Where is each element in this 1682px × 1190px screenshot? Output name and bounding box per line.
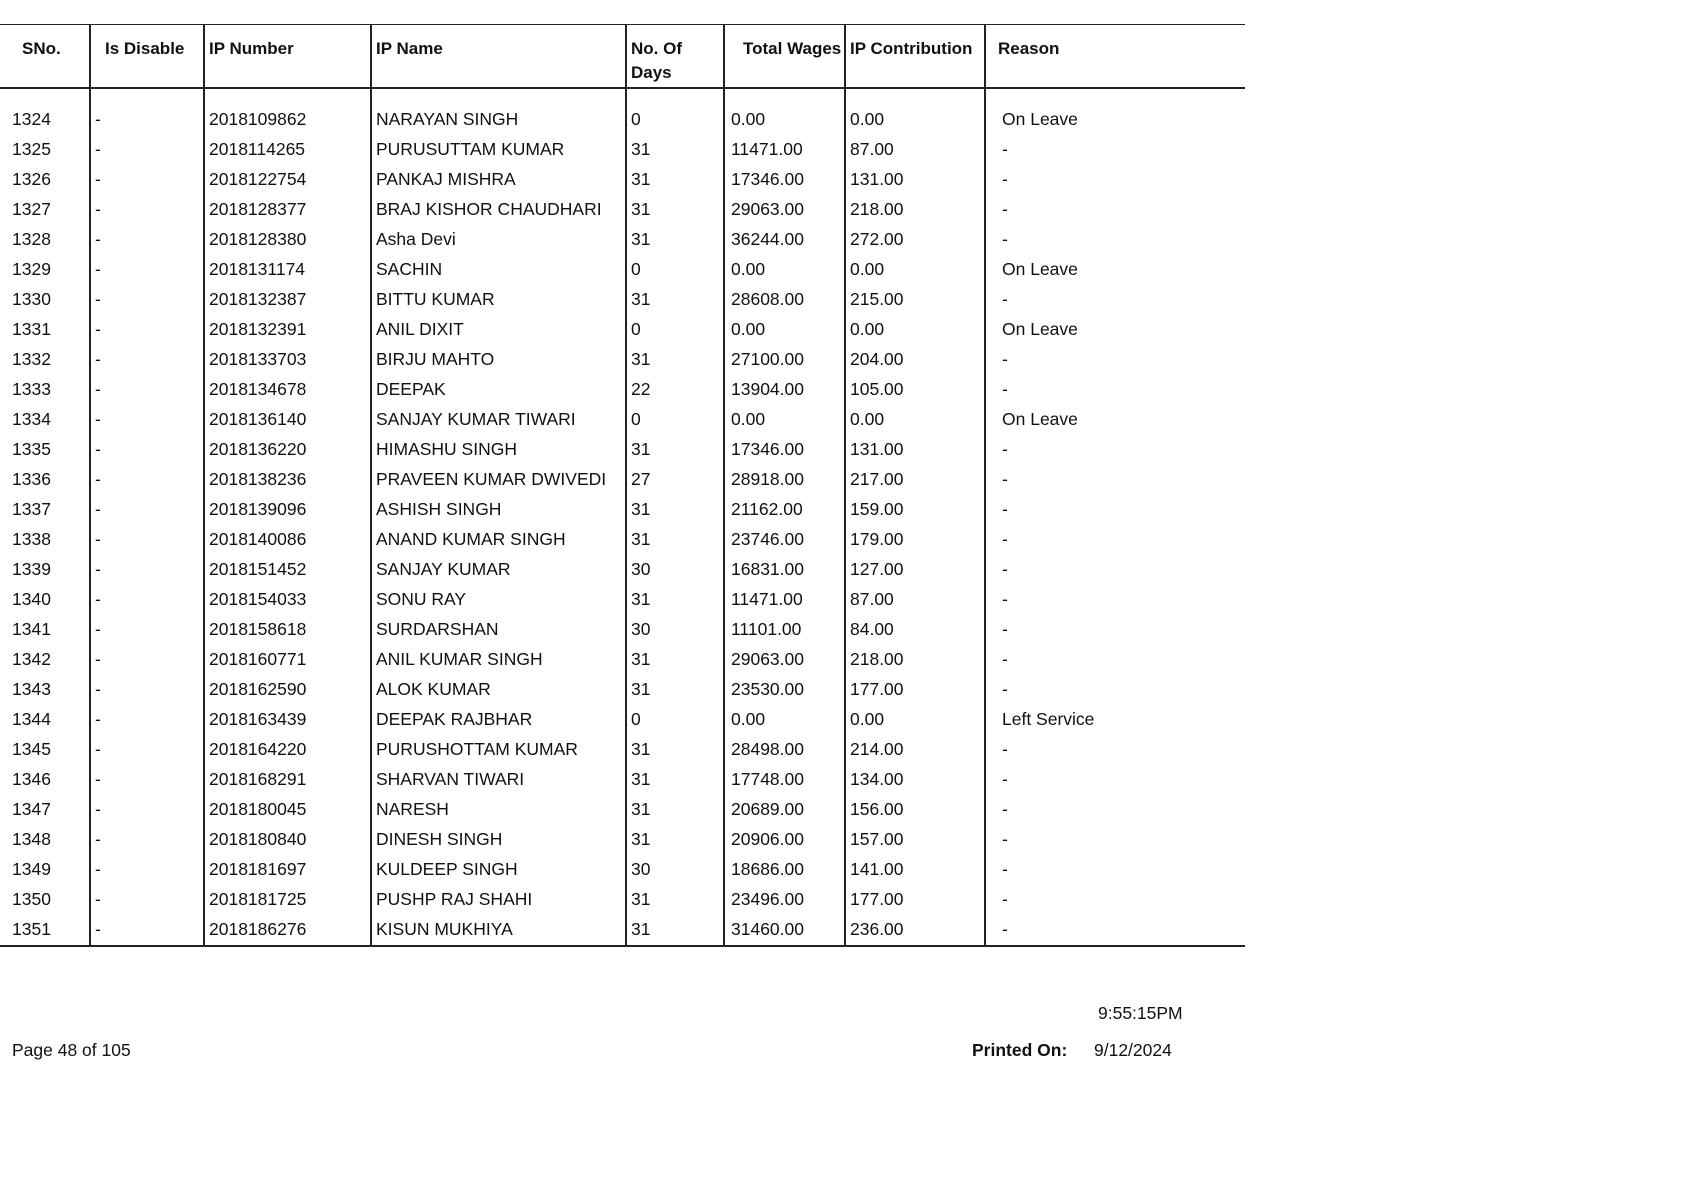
header-ip-contribution: IP Contribution <box>845 25 985 89</box>
table-row <box>0 855 1245 885</box>
cell-no-of-days: 0 <box>626 105 724 135</box>
cell-ip-name: KISUN MUKHIYA <box>371 915 626 946</box>
cell-ip-contribution: 214.00 <box>845 735 985 765</box>
cell-is-disable: - <box>90 615 204 645</box>
cell-is-disable: - <box>90 195 204 225</box>
cell-ip-contribution: 272.00 <box>845 225 985 255</box>
cell-ip-contribution: 127.00 <box>845 555 985 585</box>
cell-ip-contribution: 87.00 <box>845 135 985 165</box>
cell-total-wages: 13904.00 <box>724 375 845 405</box>
cell-no-of-days: 0 <box>626 705 724 735</box>
printed-on-label: Printed On: <box>972 1040 1068 1060</box>
cell-ip-number: 2018128380 <box>204 225 371 255</box>
table-row <box>0 225 1245 255</box>
cell-ip-name: NARESH <box>371 795 626 825</box>
cell-no-of-days: 0 <box>626 315 724 345</box>
table-header-row <box>0 25 1245 89</box>
cell-ip-contribution: 156.00 <box>845 795 985 825</box>
table-row <box>0 825 1245 855</box>
cell-reason: - <box>985 165 1245 195</box>
cell-is-disable: - <box>90 315 204 345</box>
cell-ip-number: 2018140086 <box>204 525 371 555</box>
cell-reason: On Leave <box>985 405 1245 435</box>
cell-ip-contribution: 177.00 <box>845 675 985 705</box>
cell-sno: 1348 <box>12 829 51 849</box>
cell-sno: 1337 <box>12 499 51 519</box>
cell-is-disable: - <box>90 465 204 495</box>
table-row <box>0 765 1245 795</box>
cell-total-wages: 17346.00 <box>724 435 845 465</box>
cell-is-disable: - <box>90 585 204 615</box>
cell-is-disable: - <box>90 915 204 946</box>
cell-is-disable: - <box>90 765 204 795</box>
cell-total-wages: 11471.00 <box>724 585 845 615</box>
cell-sno: 1351 <box>0 915 90 946</box>
cell-sno: 1324 <box>12 109 51 129</box>
cell-reason: - <box>985 645 1245 675</box>
cell-reason: - <box>985 675 1245 705</box>
cell-total-wages: 0.00 <box>724 105 845 135</box>
cell-reason: - <box>985 195 1245 225</box>
cell-no-of-days: 31 <box>626 585 724 615</box>
cell-total-wages: 17748.00 <box>724 765 845 795</box>
table-body <box>0 88 1245 946</box>
cell-is-disable: - <box>90 135 204 165</box>
cell-sno: 1344 <box>12 709 51 729</box>
table-row <box>0 615 1245 645</box>
table-row <box>0 645 1245 675</box>
cell-ip-contribution: 217.00 <box>845 465 985 495</box>
cell-ip-name: ANAND KUMAR SINGH <box>371 525 626 555</box>
cell-no-of-days: 0 <box>626 255 724 285</box>
cell-total-wages: 29063.00 <box>724 195 845 225</box>
cell-sno: 1331 <box>12 319 51 339</box>
cell-ip-contribution: 141.00 <box>845 855 985 885</box>
cell-no-of-days: 31 <box>626 525 724 555</box>
cell-no-of-days: 31 <box>626 195 724 225</box>
cell-ip-number: 2018180045 <box>204 795 371 825</box>
cell-ip-name: BITTU KUMAR <box>371 285 626 315</box>
cell-no-of-days: 31 <box>626 645 724 675</box>
cell-no-of-days: 31 <box>626 675 724 705</box>
cell-no-of-days: 31 <box>626 825 724 855</box>
cell-ip-name: PURUSHOTTAM KUMAR <box>371 735 626 765</box>
cell-ip-number: 2018128377 <box>204 195 371 225</box>
cell-sno: 1329 <box>12 259 51 279</box>
cell-ip-name: SACHIN <box>371 255 626 285</box>
cell-ip-name: ANIL KUMAR SINGH <box>371 645 626 675</box>
cell-reason: - <box>985 825 1245 855</box>
cell-ip-number: 2018138236 <box>204 465 371 495</box>
cell-sno: 1339 <box>12 559 51 579</box>
cell-reason: - <box>985 495 1245 525</box>
cell-no-of-days: 31 <box>626 495 724 525</box>
cell-sno: 1327 <box>12 199 51 219</box>
cell-is-disable: - <box>90 105 204 135</box>
cell-is-disable: - <box>90 645 204 675</box>
cell-is-disable: - <box>90 525 204 555</box>
cell-total-wages: 28608.00 <box>724 285 845 315</box>
table-row <box>0 435 1245 465</box>
cell-ip-number: 2018151452 <box>204 555 371 585</box>
cell-ip-number: 2018168291 <box>204 765 371 795</box>
cell-ip-name: PANKAJ MISHRA <box>371 165 626 195</box>
cell-ip-name: PUSHP RAJ SHAHI <box>371 885 626 915</box>
cell-total-wages: 0.00 <box>724 705 845 735</box>
cell-sno: 1330 <box>12 289 51 309</box>
cell-ip-contribution: 0.00 <box>845 315 985 345</box>
cell-sno: 1338 <box>12 529 51 549</box>
table-row <box>0 285 1245 315</box>
cell-no-of-days: 31 <box>626 435 724 465</box>
table-row <box>0 255 1245 285</box>
cell-ip-name: ANIL DIXIT <box>371 315 626 345</box>
cell-ip-number: 2018162590 <box>204 675 371 705</box>
cell-ip-contribution: 0.00 <box>845 705 985 735</box>
cell-ip-name: SONU RAY <box>371 585 626 615</box>
cell-ip-name: SHARVAN TIWARI <box>371 765 626 795</box>
table-row <box>0 885 1245 915</box>
cell-ip-contribution: 218.00 <box>845 195 985 225</box>
table-row <box>0 105 1245 135</box>
cell-is-disable: - <box>90 885 204 915</box>
table-row <box>0 465 1245 495</box>
header-ip-name: IP Name <box>371 25 626 89</box>
page-number: Page 48 of 105 <box>12 1040 131 1060</box>
cell-ip-number: 2018134678 <box>204 375 371 405</box>
cell-sno: 1325 <box>12 139 51 159</box>
cell-total-wages: 36244.00 <box>724 225 845 255</box>
cell-sno: 1347 <box>12 799 51 819</box>
cell-no-of-days: 31 <box>626 735 724 765</box>
cell-ip-name: BRAJ KISHOR CHAUDHARI <box>371 195 626 225</box>
cell-no-of-days: 31 <box>626 915 724 946</box>
cell-ip-name: DEEPAK RAJBHAR <box>371 705 626 735</box>
cell-no-of-days: 0 <box>626 405 724 435</box>
cell-total-wages: 28498.00 <box>724 735 845 765</box>
cell-ip-name: SURDARSHAN <box>371 615 626 645</box>
cell-reason: - <box>985 555 1245 585</box>
cell-ip-name: Asha Devi <box>371 225 626 255</box>
cell-sno: 1333 <box>12 379 51 399</box>
table-row <box>0 915 1245 946</box>
table-spacer <box>0 88 1245 105</box>
header-total-wages: Total Wages <box>724 25 845 89</box>
cell-reason: - <box>985 345 1245 375</box>
cell-is-disable: - <box>90 705 204 735</box>
cell-ip-name: ASHISH SINGH <box>371 495 626 525</box>
cell-sno: 1326 <box>12 169 51 189</box>
cell-reason: - <box>985 225 1245 255</box>
cell-total-wages: 28918.00 <box>724 465 845 495</box>
cell-ip-name: PURUSUTTAM KUMAR <box>371 135 626 165</box>
cell-sno: 1343 <box>12 679 51 699</box>
cell-ip-name: BIRJU MAHTO <box>371 345 626 375</box>
cell-no-of-days: 30 <box>626 615 724 645</box>
cell-no-of-days: 27 <box>626 465 724 495</box>
cell-ip-number: 2018136140 <box>204 405 371 435</box>
cell-total-wages: 29063.00 <box>724 645 845 675</box>
cell-ip-contribution: 236.00 <box>845 915 985 946</box>
cell-ip-contribution: 0.00 <box>845 255 985 285</box>
table-row <box>0 585 1245 615</box>
cell-total-wages: 31460.00 <box>724 915 845 946</box>
cell-ip-name: SANJAY KUMAR <box>371 555 626 585</box>
cell-total-wages: 0.00 <box>724 315 845 345</box>
cell-total-wages: 23746.00 <box>724 525 845 555</box>
cell-ip-name: KULDEEP SINGH <box>371 855 626 885</box>
cell-ip-contribution: 0.00 <box>845 105 985 135</box>
cell-reason: - <box>985 735 1245 765</box>
cell-ip-contribution: 159.00 <box>845 495 985 525</box>
cell-ip-contribution: 0.00 <box>845 405 985 435</box>
cell-reason: - <box>985 465 1245 495</box>
cell-total-wages: 20906.00 <box>724 825 845 855</box>
cell-no-of-days: 31 <box>626 225 724 255</box>
contribution-table <box>0 24 1245 947</box>
cell-total-wages: 20689.00 <box>724 795 845 825</box>
cell-total-wages: 23496.00 <box>724 885 845 915</box>
cell-total-wages: 16831.00 <box>724 555 845 585</box>
cell-sno: 1332 <box>12 349 51 369</box>
cell-reason: - <box>985 915 1245 946</box>
printed-on-date: 9/12/2024 <box>1094 1040 1172 1060</box>
cell-reason: - <box>985 285 1245 315</box>
cell-ip-number: 2018181697 <box>204 855 371 885</box>
cell-is-disable: - <box>90 375 204 405</box>
cell-reason: - <box>985 855 1245 885</box>
cell-sno: 1345 <box>12 739 51 759</box>
cell-ip-number: 2018154033 <box>204 585 371 615</box>
cell-sno: 1335 <box>12 439 51 459</box>
table-row <box>0 795 1245 825</box>
cell-sno: 1341 <box>12 619 51 639</box>
cell-ip-contribution: 179.00 <box>845 525 985 555</box>
cell-no-of-days: 22 <box>626 375 724 405</box>
table-row <box>0 375 1245 405</box>
cell-no-of-days: 31 <box>626 795 724 825</box>
cell-ip-name: DEEPAK <box>371 375 626 405</box>
cell-ip-contribution: 134.00 <box>845 765 985 795</box>
cell-no-of-days: 31 <box>626 285 724 315</box>
cell-total-wages: 0.00 <box>724 405 845 435</box>
table-row <box>0 495 1245 525</box>
cell-reason: - <box>985 795 1245 825</box>
cell-no-of-days: 30 <box>626 555 724 585</box>
cell-ip-number: 2018133703 <box>204 345 371 375</box>
cell-reason: On Leave <box>985 255 1245 285</box>
cell-ip-name: NARAYAN SINGH <box>371 105 626 135</box>
table-row <box>0 675 1245 705</box>
cell-sno: 1340 <box>12 589 51 609</box>
cell-reason: - <box>985 885 1245 915</box>
header-sno: SNo. <box>0 25 90 89</box>
cell-total-wages: 21162.00 <box>724 495 845 525</box>
cell-is-disable: - <box>90 735 204 765</box>
printed-time: 9:55:15PM <box>1098 1003 1183 1023</box>
cell-total-wages: 27100.00 <box>724 345 845 375</box>
cell-total-wages: 11101.00 <box>724 615 845 645</box>
cell-sno: 1336 <box>12 469 51 489</box>
cell-is-disable: - <box>90 225 204 255</box>
cell-reason: - <box>985 435 1245 465</box>
cell-ip-contribution: 204.00 <box>845 345 985 375</box>
cell-ip-number: 2018132387 <box>204 285 371 315</box>
table-row <box>0 555 1245 585</box>
cell-no-of-days: 31 <box>626 165 724 195</box>
table-row <box>0 135 1245 165</box>
cell-sno: 1334 <box>12 409 51 429</box>
table-row <box>0 735 1245 765</box>
cell-ip-number: 2018164220 <box>204 735 371 765</box>
table-row <box>0 165 1245 195</box>
cell-is-disable: - <box>90 825 204 855</box>
cell-ip-number: 2018160771 <box>204 645 371 675</box>
cell-is-disable: - <box>90 405 204 435</box>
cell-sno: 1350 <box>12 889 51 909</box>
cell-ip-name: PRAVEEN KUMAR DWIVEDI <box>371 465 626 495</box>
cell-total-wages: 23530.00 <box>724 675 845 705</box>
cell-is-disable: - <box>90 285 204 315</box>
cell-sno: 1342 <box>12 649 51 669</box>
cell-ip-number: 2018181725 <box>204 885 371 915</box>
cell-total-wages: 0.00 <box>724 255 845 285</box>
cell-ip-name: DINESH SINGH <box>371 825 626 855</box>
table-row <box>0 525 1245 555</box>
cell-no-of-days: 31 <box>626 885 724 915</box>
cell-reason: - <box>985 525 1245 555</box>
cell-ip-number: 2018131174 <box>204 255 371 285</box>
cell-reason: - <box>985 585 1245 615</box>
table-row <box>0 405 1245 435</box>
header-reason: Reason <box>985 25 1245 89</box>
cell-is-disable: - <box>90 675 204 705</box>
header-is-disable: Is Disable <box>90 25 204 89</box>
table-row <box>0 315 1245 345</box>
cell-total-wages: 11471.00 <box>724 135 845 165</box>
header-ip-number: IP Number <box>204 25 371 89</box>
cell-sno: 1328 <box>12 229 51 249</box>
header-no-of-days: No. Of Days <box>626 25 724 89</box>
table-row <box>0 345 1245 375</box>
cell-ip-number: 2018139096 <box>204 495 371 525</box>
cell-ip-contribution: 87.00 <box>845 585 985 615</box>
cell-ip-number: 2018136220 <box>204 435 371 465</box>
cell-is-disable: - <box>90 345 204 375</box>
cell-reason: On Leave <box>985 105 1245 135</box>
cell-no-of-days: 31 <box>626 765 724 795</box>
cell-is-disable: - <box>90 165 204 195</box>
cell-ip-contribution: 218.00 <box>845 645 985 675</box>
cell-ip-number: 2018186276 <box>204 915 371 946</box>
cell-is-disable: - <box>90 255 204 285</box>
cell-ip-number: 2018163439 <box>204 705 371 735</box>
contribution-report <box>0 24 1245 947</box>
cell-is-disable: - <box>90 495 204 525</box>
cell-ip-contribution: 131.00 <box>845 435 985 465</box>
table-row <box>0 195 1245 225</box>
cell-ip-contribution: 84.00 <box>845 615 985 645</box>
cell-is-disable: - <box>90 435 204 465</box>
cell-sno: 1346 <box>12 769 51 789</box>
cell-reason: - <box>985 375 1245 405</box>
cell-ip-name: SANJAY KUMAR TIWARI <box>371 405 626 435</box>
cell-no-of-days: 31 <box>626 345 724 375</box>
cell-ip-contribution: 131.00 <box>845 165 985 195</box>
cell-is-disable: - <box>90 555 204 585</box>
cell-ip-contribution: 215.00 <box>845 285 985 315</box>
cell-ip-number: 2018109862 <box>204 105 371 135</box>
cell-reason: Left Service <box>985 705 1245 735</box>
cell-total-wages: 18686.00 <box>724 855 845 885</box>
cell-reason: On Leave <box>985 315 1245 345</box>
cell-no-of-days: 30 <box>626 855 724 885</box>
cell-is-disable: - <box>90 855 204 885</box>
cell-reason: - <box>985 615 1245 645</box>
cell-ip-name: ALOK KUMAR <box>371 675 626 705</box>
cell-ip-number: 2018122754 <box>204 165 371 195</box>
cell-reason: - <box>985 765 1245 795</box>
cell-ip-contribution: 105.00 <box>845 375 985 405</box>
cell-ip-number: 2018180840 <box>204 825 371 855</box>
cell-ip-number: 2018158618 <box>204 615 371 645</box>
cell-total-wages: 17346.00 <box>724 165 845 195</box>
cell-is-disable: - <box>90 795 204 825</box>
cell-no-of-days: 31 <box>626 135 724 165</box>
cell-ip-contribution: 157.00 <box>845 825 985 855</box>
cell-ip-contribution: 177.00 <box>845 885 985 915</box>
cell-sno: 1349 <box>12 859 51 879</box>
cell-ip-name: HIMASHU SINGH <box>371 435 626 465</box>
cell-ip-number: 2018132391 <box>204 315 371 345</box>
cell-reason: - <box>985 135 1245 165</box>
cell-ip-number: 2018114265 <box>204 135 371 165</box>
table-row <box>0 705 1245 735</box>
